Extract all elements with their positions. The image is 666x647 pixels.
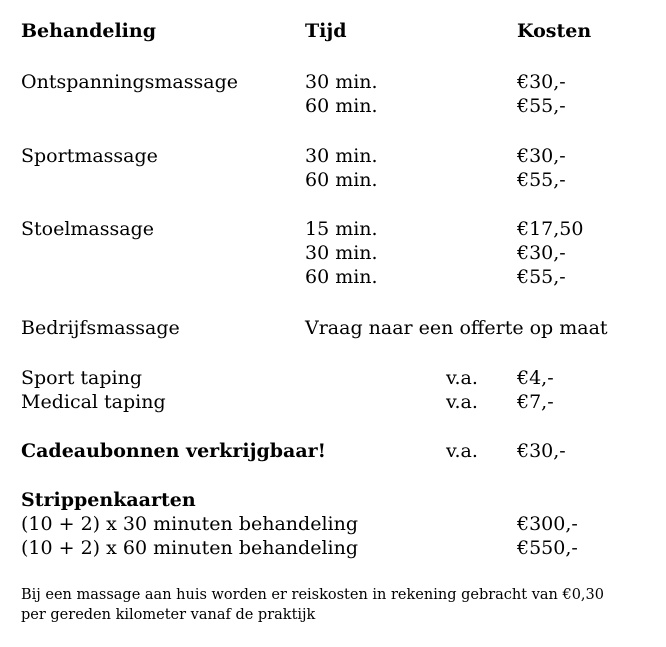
footnote-line-1: Bij een massage aan huis worden er reiskosten in rekening gebracht van €0,30: [21, 587, 604, 603]
treatment-price: €17,50: [517, 218, 584, 240]
corporate-note: Vraag naar een offerte op maat: [305, 317, 608, 339]
card-label: (10 + 2) x 30 minuten behandeling: [21, 513, 358, 535]
treatment-price: €30,-: [517, 242, 566, 264]
footnote-line-2: per gereden kilometer vanaf de praktijk: [21, 607, 316, 623]
treatment-name: Stoelmassage: [21, 218, 154, 240]
card-price: €550,-: [517, 537, 578, 559]
taping-name: Sport taping: [21, 367, 142, 389]
treatment-time: 15 min.: [305, 218, 378, 240]
treatment-time: 60 min.: [305, 169, 378, 191]
treatment-name: Ontspanningsmassage: [21, 71, 238, 93]
card-price: €300,-: [517, 513, 578, 535]
treatment-time: 30 min.: [305, 145, 378, 167]
header-cost: Kosten: [517, 20, 592, 42]
taping-name: Medical taping: [21, 391, 166, 413]
treatment-price: €30,-: [517, 71, 566, 93]
gift-price: €30,-: [517, 440, 566, 462]
taping-price: €4,-: [517, 367, 554, 389]
taping-price: €7,-: [517, 391, 554, 413]
taping-prefix: v.a.: [446, 367, 478, 389]
taping-prefix: v.a.: [446, 391, 478, 413]
treatment-price: €55,-: [517, 95, 566, 117]
card-label: (10 + 2) x 60 minuten behandeling: [21, 537, 358, 559]
treatment-time: 30 min.: [305, 71, 378, 93]
treatment-name: Sportmassage: [21, 145, 158, 167]
cards-title: Strippenkaarten: [21, 489, 196, 511]
treatment-price: €55,-: [517, 169, 566, 191]
header-time: Tijd: [305, 20, 347, 42]
gift-prefix: v.a.: [446, 440, 478, 462]
header-treatment: Behandeling: [21, 20, 156, 42]
corporate-name: Bedrijfsmassage: [21, 317, 180, 339]
treatment-time: 30 min.: [305, 242, 378, 264]
treatment-price: €30,-: [517, 145, 566, 167]
gift-label: Cadeaubonnen verkrijgbaar!: [21, 440, 326, 462]
treatment-price: €55,-: [517, 266, 566, 288]
treatment-time: 60 min.: [305, 266, 378, 288]
treatment-time: 60 min.: [305, 95, 378, 117]
